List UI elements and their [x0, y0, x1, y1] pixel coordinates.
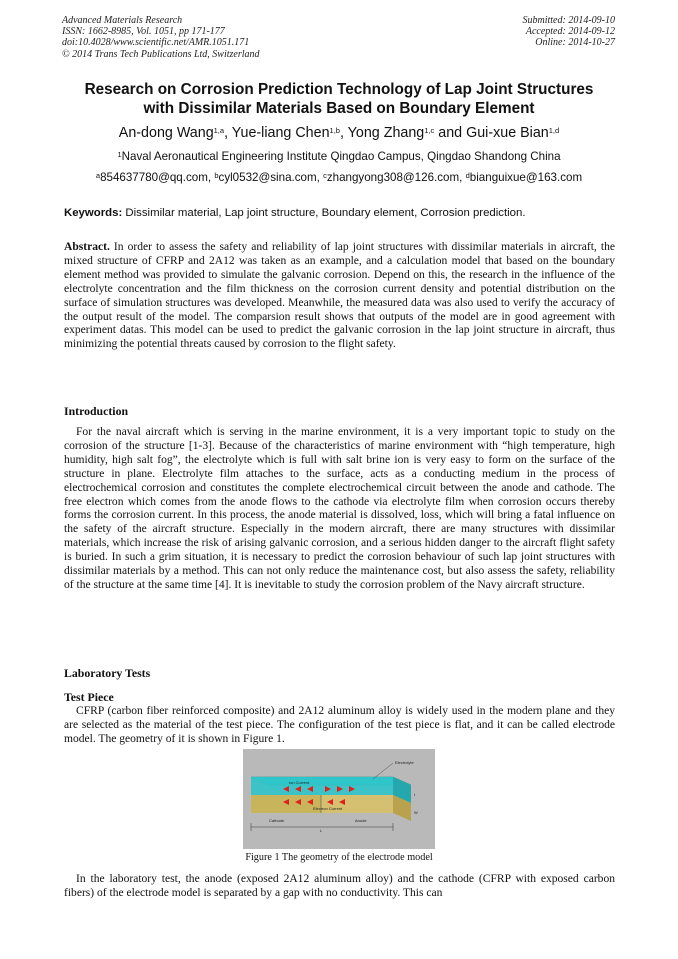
email-superscript: d [465, 171, 470, 180]
journal-name: Advanced Materials Research [62, 15, 183, 26]
accepted-date: Accepted: 2014-09-12 [525, 26, 615, 38]
doi: doi:10.4028/www.scientific.net/AMR.1051.171 [62, 37, 250, 49]
electrode-model-diagram [243, 749, 435, 849]
keywords-label: Keywords: [64, 207, 123, 219]
label-cathode: Cathode [269, 818, 285, 823]
email-address[interactable]: zhangyong308@126.com [326, 171, 460, 184]
label-anode: Anode [355, 818, 367, 823]
email-separator: , [207, 171, 215, 184]
email-address[interactable]: cyl0532@sina.com [218, 171, 317, 184]
affiliation-superscript: 1 [117, 150, 122, 159]
online-date: Online: 2014-10-27 [535, 37, 615, 49]
email-superscript: a [95, 171, 101, 180]
author-separator: , [224, 125, 232, 141]
author-separator: , [339, 125, 348, 141]
abstract [64, 241, 615, 352]
email-separator: , [316, 171, 324, 184]
journal-info [62, 15, 260, 60]
email-list [20, 170, 658, 185]
laboratory-test-paragraph: In the laboratory test, the anode (exposed 2A12 aluminum alloy) and the cathode (CFRP with exposed carbon fibers) of the electrode model is separated by a gap with no conductivity. This can [64, 873, 615, 899]
author-superscript: 1,a [213, 126, 225, 135]
dimension-width-label: W [414, 810, 418, 815]
dimension-length-label: L [320, 828, 323, 833]
email-address[interactable]: bianguixue@163.com [469, 171, 583, 184]
title-line-2: with Dissimilar Materials Based on Boundary Element [143, 100, 535, 117]
keywords [64, 206, 616, 221]
author-name: Yue-liang Chen [231, 125, 330, 141]
author-list [20, 124, 658, 142]
email-address[interactable]: 854637780@qq.com [100, 171, 208, 184]
author-name: Yong Zhang [347, 125, 425, 141]
label-electrolyte: Electrolyte [395, 760, 414, 765]
test-piece-paragraph: CFRP (carbon fiber reinforced composite) and 2A12 aluminum alloy is widely used in the modern plane and they are selected as the material of the test piece. The configuration of the test piece is flat, and it can be called electrode model. The geometry of it is shown in Figure 1. [64, 705, 615, 745]
keywords-text: Dissimilar material, Lap joint structure, Boundary element, Corrosion prediction. [122, 207, 526, 219]
affiliation [20, 149, 658, 164]
figure-caption: Figure 1 The geometry of the electrode model [245, 852, 433, 863]
electrode-model-figure [243, 749, 435, 849]
abstract-label: Abstract. [64, 241, 110, 253]
issn: ISSN: 1662-8985, Vol. 1051, pp 171-177 [62, 26, 225, 38]
email-superscript: b [214, 171, 219, 180]
test-piece-heading: Test Piece [64, 690, 114, 704]
abstract-text: In order to assess the safety and reliability of lap joint structures with dissimilar materials in aircraft, the mixed structure of CFRP and 2A12 was taken as an example, and a calculation model that based on the boundary element method was provided to simulate the galvanic corrosion. Depend on this, the research in the influence of the electrolyte concentration and the film thickness on the corrosion current density and potential distribution on the surface of simulation structures was developed. Meanwhile, the measured data was also used to verify the accuracy of the output result of the model. The comparsion result shows that outputs of the model are in good agreement with experiment datas. This model can be used to predict the galvanic corrosion in the lap joint structure in aircraft, thus minimizing the potential threats caused by corrosion to the flight safety. [64, 241, 615, 351]
publication-dates [523, 15, 616, 49]
author-conjunction: and [434, 125, 467, 141]
affiliation-text: Naval Aeronautical Engineering Institute Qingdao Campus, Qingdao Shandong China [121, 150, 561, 163]
dimension-thickness-label: t [414, 792, 416, 797]
title-line-1: Research on Corrosion Prediction Technology of Lap Joint Structures [84, 81, 594, 98]
email-separator: , [459, 171, 466, 184]
label-ion-current: Ion Current [289, 780, 310, 785]
paper-title [40, 80, 638, 118]
copyright: © 2014 Trans Tech Publications Ltd, Switzerland [62, 48, 260, 60]
introduction-heading: Introduction [64, 404, 129, 418]
author-name: An-dong Wang [118, 125, 214, 141]
author-superscript: 1,d [548, 126, 560, 135]
email-superscript: c [323, 171, 327, 180]
author-superscript: 1,c [424, 126, 435, 135]
label-electron-current: Electron Current [313, 806, 343, 811]
laboratory-tests-heading: Laboratory Tests [64, 666, 151, 680]
author-name: Gui-xue Bian [466, 125, 549, 141]
introduction-paragraph: For the naval aircraft which is serving in the marine environment, it is a very important topic to study on the corrosion of the structure [1-3]. Because of the characteristics of marine environment with “high temperature, high humidity, high salt fog”, the electrolyte which is full with salt brine ion is very easy to form on the surface of the structure in plane. Electrolyte film attaches to the surface, acts as a conducting medium in the process of electrochemical corrosion and constitutes the complete electrochemical circuit between the anode and cathode. The free electron which comes from the anode flows to the cathode via electrolyte film when corrosion occurs thereby forms the corrosion current. In this process, the anode material is dissolved, loss, which will bring a fatal influence on the safety of the aircraft structure. Especially in the modern aircraft, there are many structures with dissimilar materials, which increase the risk of arising galvanic corrosion, and a serious hidden danger to the aircraft flight safety is buried. In such a grim situation, it is necessary to predict the corrosion behaviour of such lap joint structures with dissimilar materials by a method. This can not only reduce the maintenance cost, but also assess the safety, reliability of the structure at the same time [4]. It is inevitable to study the corrosion problem of the Navy aircraft structure. [64, 426, 615, 591]
author-superscript: 1,b [329, 126, 340, 135]
submitted-date: Submitted: 2014-09-10 [522, 15, 615, 26]
